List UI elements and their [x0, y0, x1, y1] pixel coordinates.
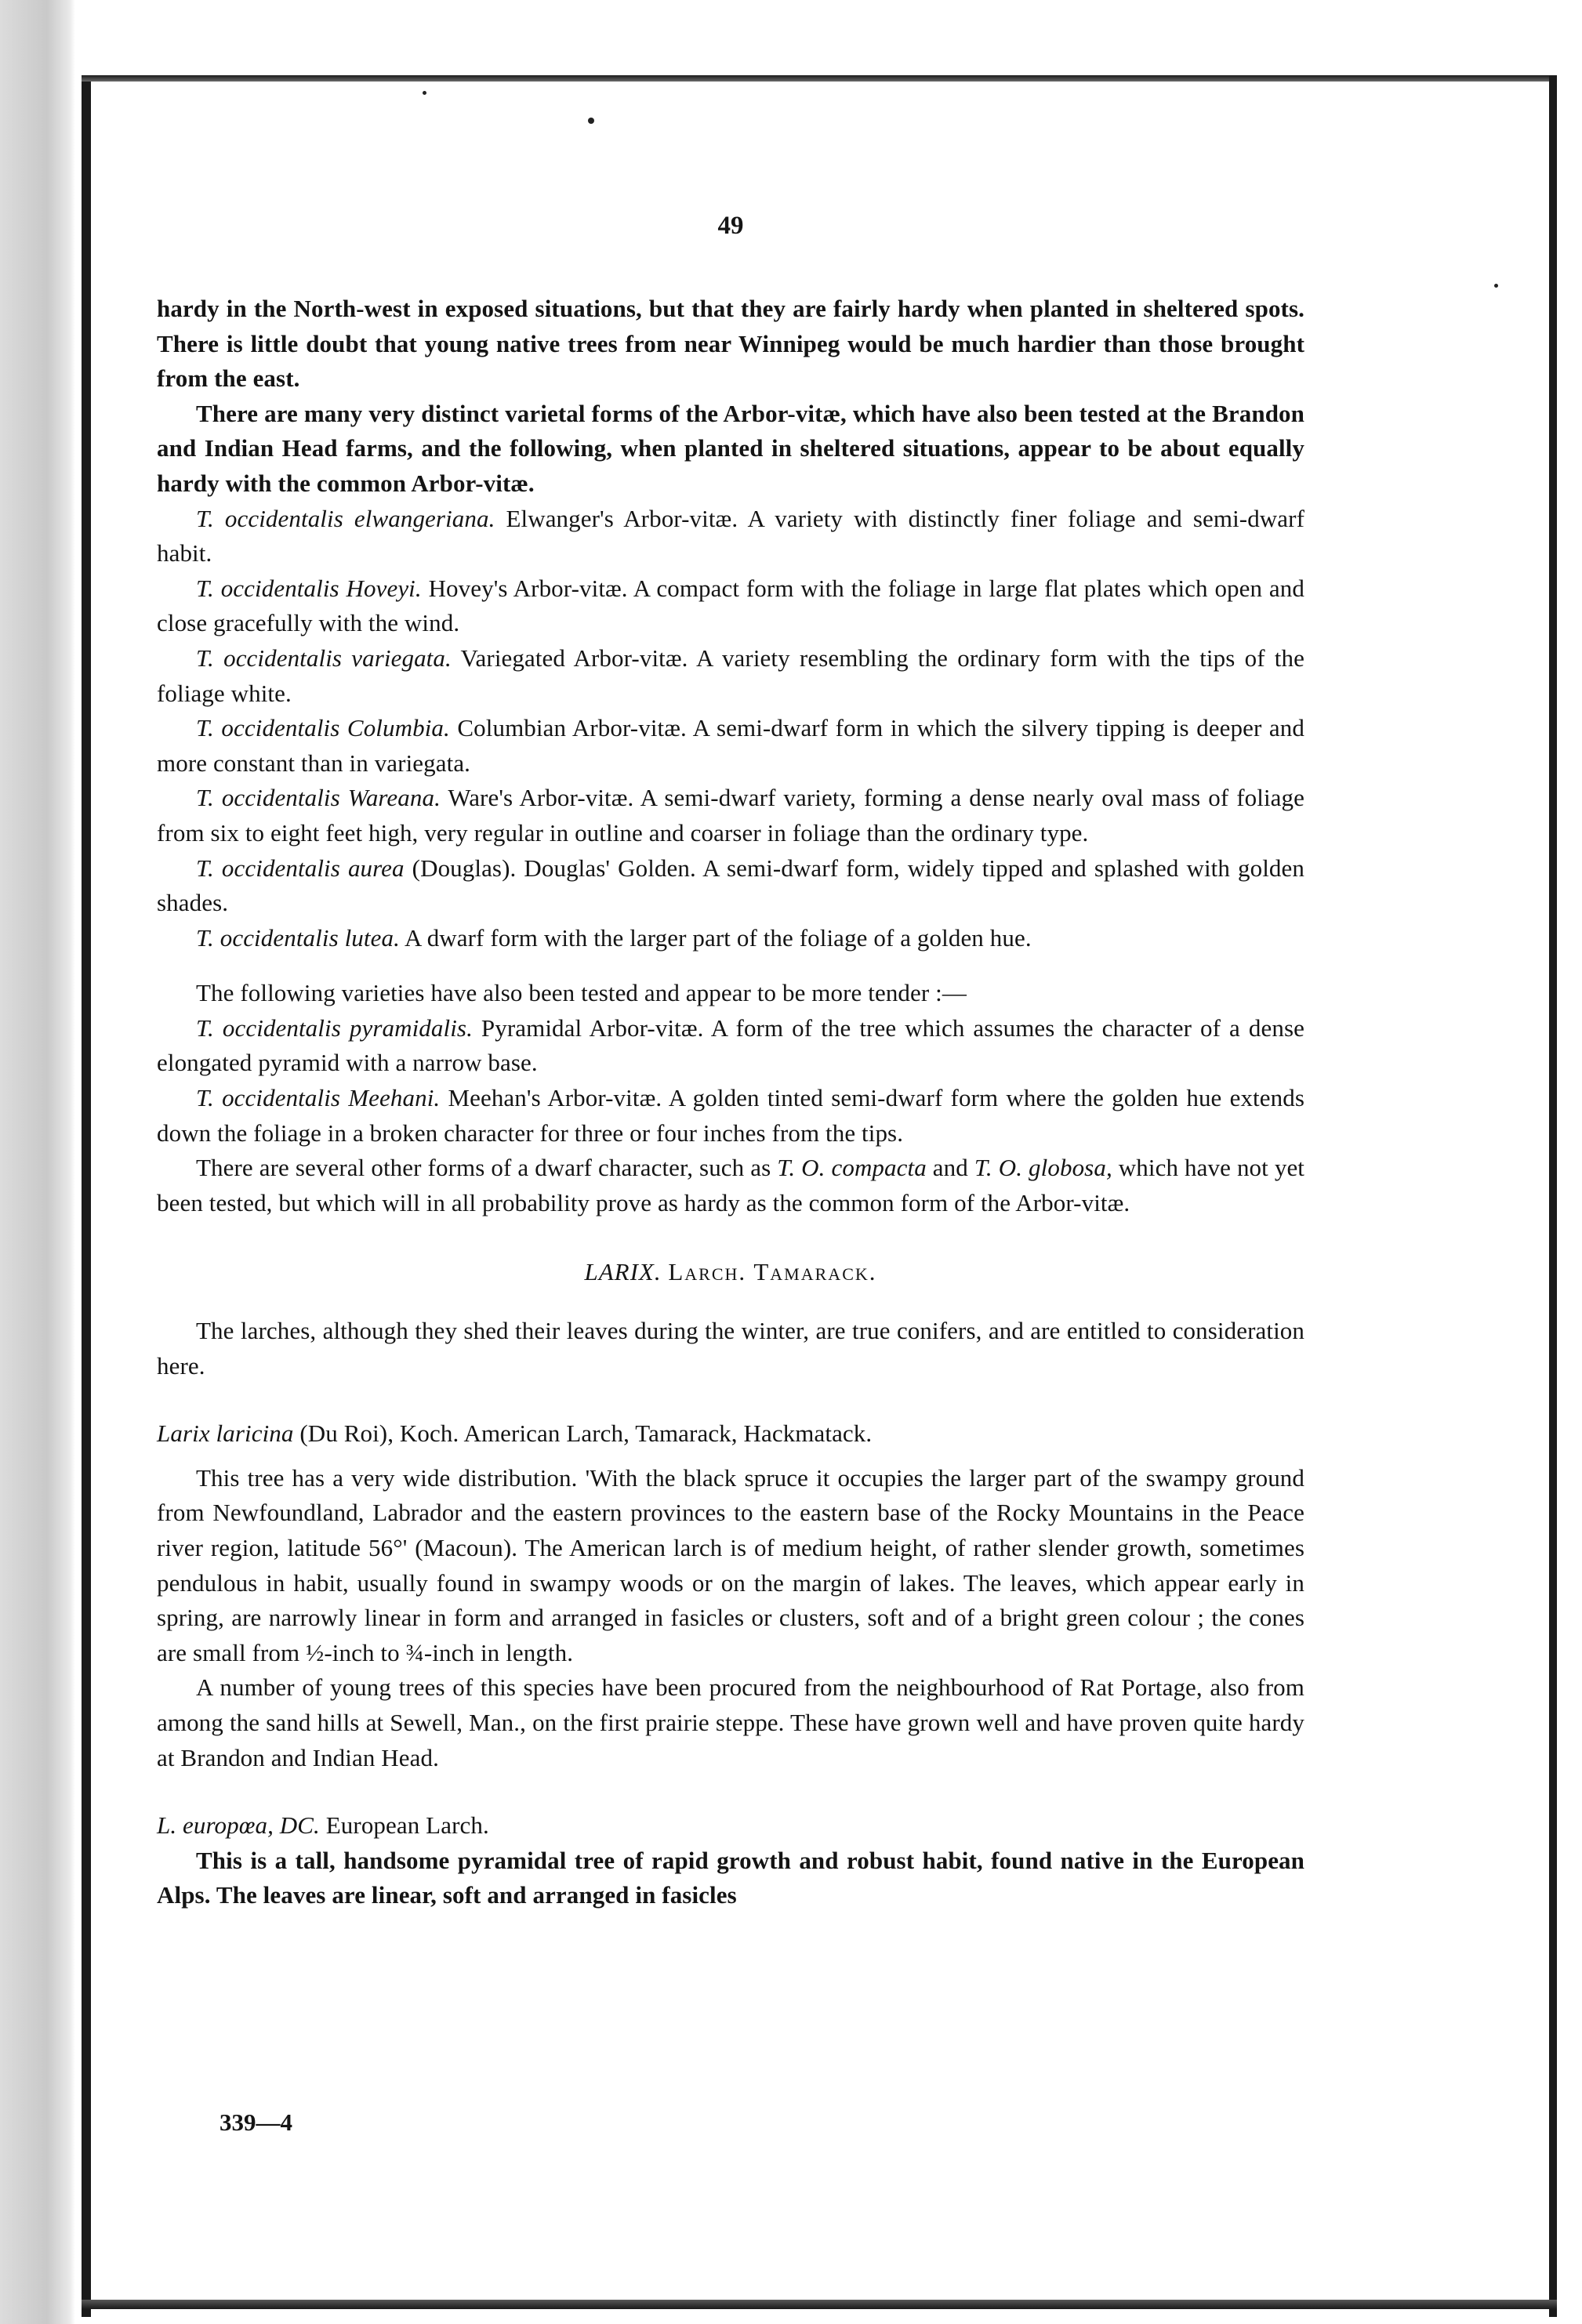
right-border	[1549, 75, 1557, 2317]
larix-paragraph	[157, 1808, 1304, 1844]
bottom-border	[82, 2300, 1557, 2309]
variety-name: T. occidentalis pyramidalis.	[196, 1013, 473, 1042]
variety-name: T. occidentalis Meehani.	[196, 1084, 441, 1112]
description-text: A dwarf form with the larger part of the foliage of a golden hue.	[399, 923, 1032, 952]
description-text: (Douglas). Douglas' Golden. A semi-dwarf form, widely tipped and splashed with golden shades.	[157, 854, 1304, 917]
larix-paragraph: A number of young trees of this species have been procured from the neighbourhood of Rat Portage, also from among the sand hills at Sewell, Man., on the first prairie steppe. These have grown well and have proven quite hardy at Brandon and Indian Head.	[157, 1673, 1304, 1771]
arbor-paragraph	[157, 1151, 1304, 1220]
larix-paragraph: The larches, although they shed their leaves during the winter, are true conifers, and are entitled to consideration here.	[157, 1317, 1304, 1380]
body-text	[157, 292, 1304, 1913]
description-text: Columbian Arbor-vitæ. A semi-dwarf form in which the silvery tipping is deeper and more constant than in variegata.	[157, 714, 1304, 777]
arbor-paragraph	[157, 502, 1304, 571]
arbor-paragraph	[157, 571, 1304, 641]
page-edge-shadow	[0, 0, 75, 2324]
larix-paragraph	[157, 1416, 1304, 1452]
arbor-paragraph: hardy in the North-west in exposed situations, but that they are fairly hardy when planted in sheltered spots. There is little doubt that young native trees from near Winnipeg would be much hardier than those brought from the east.	[157, 295, 1304, 393]
variety-name: T. occidentalis elwangeriana.	[196, 504, 495, 532]
description-text: which have not yet been tested, but which will in all probability prove as hardy as the common form of the Arbor-vitæ.	[157, 1154, 1305, 1216]
description-text: Variegated Arbor-vitæ. A variety resembling the ordinary form with the tips of the foliage white.	[157, 644, 1304, 707]
variety-name: T. occidentalis Hoveyi.	[196, 574, 422, 602]
larix-section	[157, 1314, 1304, 1913]
description-text: and	[926, 1154, 974, 1182]
arbor-paragraph	[157, 781, 1304, 850]
larix-paragraph: This is a tall, handsome pyramidal tree of rapid growth and robust habit, found native in the European Alps. The leaves are linear, soft and arranged in fasicles	[157, 1846, 1304, 1909]
section-heading-larix	[157, 1255, 1304, 1290]
species-entry-name: L. europœa, DC.	[157, 1811, 320, 1840]
top-border	[82, 75, 1555, 82]
arbor-paragraph	[157, 1011, 1304, 1081]
scan-speck	[588, 118, 594, 124]
left-border	[82, 75, 91, 2317]
arbor-paragraph	[157, 711, 1304, 781]
heading-genus: LARIX.	[584, 1258, 662, 1286]
heading-common-names: Larch. Tamarack.	[668, 1258, 877, 1286]
scan-speck	[423, 91, 426, 95]
variety-name: T. occidentalis aurea	[196, 854, 405, 882]
arbor-paragraph	[157, 641, 1304, 711]
variety-name: T. O. globosa,	[974, 1154, 1112, 1182]
variety-name: T. occidentalis Wareana.	[196, 784, 441, 812]
arbor-vitae-section	[157, 292, 1304, 1220]
description-text: (Du Roi), Koch. American Larch, Tamarack, Hackmatack.	[293, 1419, 873, 1448]
arbor-paragraph: There are many very distinct varietal forms of the Arbor-vitæ, which have also been tested at the Brandon and Indian Head farms, and the following, when planted in sheltered situations, appear to be about equally hardy with the common Arbor-vitæ.	[157, 399, 1304, 497]
description-text: Hovey's Arbor-vitæ. A compact form with the foliage in large flat plates which open and close gracefully with the wind.	[157, 574, 1304, 637]
arbor-paragraph: The following varieties have also been tested and appear to be more tender :—	[196, 979, 967, 1007]
description-text: Meehan's Arbor-vitæ. A golden tinted semi-dwarf form where the golden hue extends down the foliage in a broken character for three or four inches from the tips.	[157, 1084, 1304, 1147]
description-text: European Larch.	[319, 1811, 489, 1840]
arbor-paragraph	[157, 851, 1304, 921]
variety-name: T. O. compacta	[777, 1154, 927, 1182]
description-text: There are several other forms of a dwarf character, such as	[196, 1154, 778, 1182]
scan-speck	[1494, 284, 1498, 288]
variety-name: T. occidentalis variegata.	[196, 644, 452, 672]
variety-name: T. occidentalis lutea.	[196, 923, 400, 952]
description-text: Elwanger's Arbor-vitæ. A variety with distinctly finer foliage and semi-dwarf habit.	[157, 504, 1305, 567]
signature-mark: 339—4	[220, 2108, 292, 2136]
arbor-paragraph	[157, 921, 1304, 956]
description-text: Pyramidal Arbor-vitæ. A form of the tree which assumes the character of a dense elongated pyramid with a narrow base.	[157, 1013, 1304, 1077]
description-text: Ware's Arbor-vitæ. A semi-dwarf variety, forming a dense nearly oval mass of foliage from six to eight feet high, very regular in outline and coarser in foliage than the ordinary type.	[157, 784, 1304, 847]
page-number: 49	[717, 212, 744, 240]
arbor-paragraph	[157, 1081, 1304, 1151]
larix-paragraph: This tree has a very wide distribution. 'With the black spruce it occupies the larger part of the swampy ground from Newfoundland, Labrador and the eastern provinces to the eastern base of the Rocky Mountains in the Peace river region, latitude 56°' (Macoun). The American larch is of medium height, of rather slender growth, sometimes pendulous in habit, usually found in swampy woods or on the margin of lakes. The leaves, which appear early in spring, are narrowly linear in form and arranged in fasicles or clusters, soft and of a bright green colour ; the cones are small from ½-inch to ¾-inch in length.	[157, 1463, 1304, 1666]
variety-name: T. occidentalis Columbia.	[196, 714, 450, 742]
species-entry-name: Larix laricina	[157, 1419, 294, 1448]
